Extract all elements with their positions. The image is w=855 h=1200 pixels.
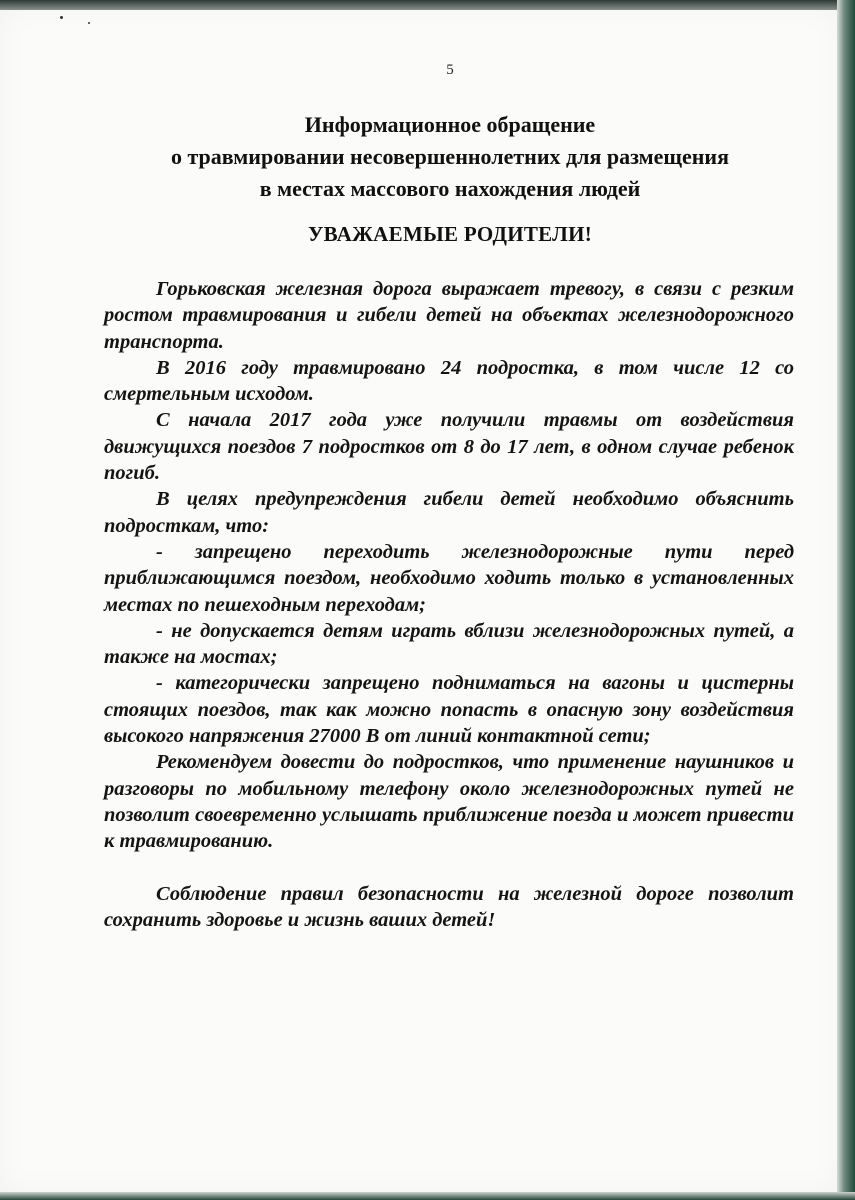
paragraph-headphones-warning: Рекомендуем довести до подростков, что применение наушников и разговоры по мобильному телефону около железнодорожных путей не позволит своевременно услышать приближение поезда и может привести к травмированию.: [104, 751, 794, 853]
document-title: [60, 109, 840, 205]
rule-no-climbing: - категорически запрещено подниматься на вагоны и цистерны стоящих поездов, так как можно попасть в опасную зону воздействия высокого напряжения 27000 В от линий контактной сети;: [104, 672, 794, 748]
greeting-heading: УВАЖАЕМЫЕ РОДИТЕЛИ!: [307, 222, 593, 246]
paragraph-prevention-intro: В целях предупреждения гибели детей необходимо объяснить подросткам, что:: [104, 488, 794, 537]
paragraph-2016-stats: В 2016 году травмировано 24 подростка, в том числе 12 со смертельным исходом.: [104, 356, 794, 406]
scan-speck: [60, 16, 63, 19]
title-line: о травмировании несовершеннолетних для размещения: [170, 144, 730, 169]
scan-edge-right: [837, 0, 855, 1200]
scan-edge-bottom: [0, 1192, 855, 1200]
paragraph-concern: Горьковская железная дорога выражает тревогу, в связи с резким ростом травмирования и гибели детей на объектах железнодорожного транспорта.: [104, 278, 794, 353]
scan-edge-top: [0, 0, 855, 10]
scan-speck: [88, 22, 90, 24]
document-page: [0, 6, 840, 1192]
rule-crossing-tracks: - запрещено переходить железнодорожные пути перед приближающимся поездом, необходимо ходить только в установленных местах по пешеходным переходам;: [104, 540, 794, 616]
rule-no-playing: - не допускается детям играть вблизи железнодорожных путей, а также на мостах;: [104, 619, 794, 669]
title-line: Информационное обращение: [304, 112, 596, 137]
paragraph-closing: Соблюдение правил безопасности на железной дороге позволит сохранить здоровье и жизнь ваших детей!: [104, 882, 794, 931]
document-body: [104, 276, 794, 933]
title-line: в местах массового нахождения людей: [259, 176, 641, 201]
paragraph-2017-stats: С начала 2017 года уже получили травмы от воздействия движущихся поездов 7 подростков от 8 до 17 лет, в одном случае ребенок погиб.: [104, 409, 794, 485]
page-number: 5: [446, 62, 454, 78]
